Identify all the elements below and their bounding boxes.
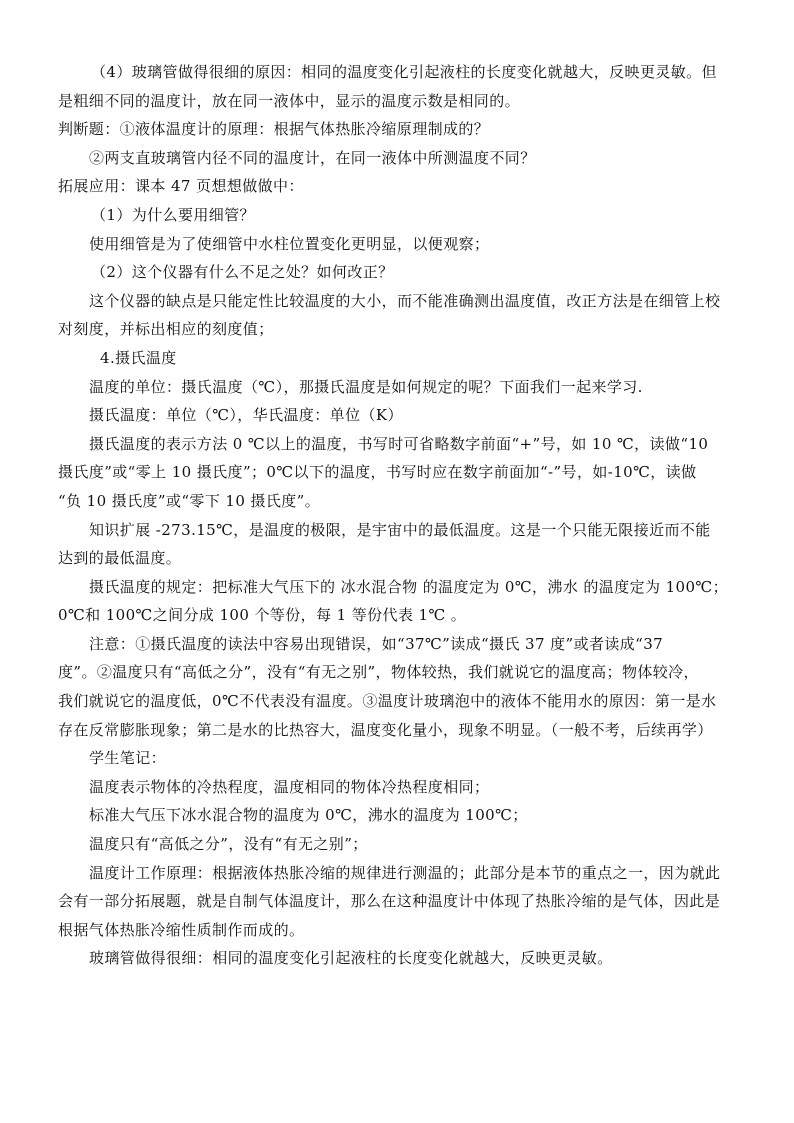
paragraph-line: 存在反常膨胀现象；第二是水的比热容大，温度变化量小，现象不明显。（一般不考，后续再学）: [58, 720, 713, 739]
paragraph-line: 温度计工作原理：根据液体热胀冷缩的规律进行测温的；此部分是本节的重点之一，因为就此: [89, 863, 721, 882]
paragraph-line: 学生笔记：: [89, 749, 167, 768]
paragraph-line: 摄氏温度的规定：把标准大气压下的 冰水混合物 的温度定为 0℃，沸水 的温度定为 100℃；: [89, 577, 728, 596]
section-heading: 4.摄氏温度: [100, 348, 177, 367]
paragraph-line: （1）为什么要用细管？: [91, 205, 255, 224]
paragraph-line: 玻璃管做得很细：相同的温度变化引起液柱的长度变化就越大，反映更灵敏。: [89, 949, 613, 968]
paragraph-line: 是粗细不同的温度计，放在同一液体中，显示的温度示数是相同的。: [58, 91, 521, 110]
paragraph-line: 摄氏度”或“零上 10 摄氏度”；0℃以下的温度，书写时应在数字前面加“-”号，如-10℃，读做: [58, 463, 697, 482]
paragraph-line: 对刻度，并标出相应的刻度值；: [58, 320, 274, 339]
paragraph-line: 达到的最低温度。: [58, 549, 182, 568]
paragraph-line: 摄氏温度的表示方法 0 ℃以上的温度，书写时可省略数字前面“+”号，如 10 ℃，读做“10: [89, 434, 709, 453]
paragraph-line: （4）玻璃管做得很细的原因：相同的温度变化引起液柱的长度变化就越大，反映更灵敏。但: [91, 63, 717, 81]
paragraph-line: 度”。②温度只有“高低之分”，没有“有无之别”，物体较热，我们就说它的温度高；物体较冷，: [58, 663, 699, 682]
paragraph-line: 温度的单位：摄氏温度（℃），那摄氏温度是如何规定的呢？下面我们一起来学习.: [89, 377, 643, 396]
paragraph-line: 0℃和 100℃之间分成 100 个等份，每 1 等份代表 1℃ 。: [58, 606, 467, 625]
document-page: [58, 58, 742, 973]
paragraph-line: 标准大气压下冰水混合物的温度为 0℃，沸水的温度为 100℃；: [89, 806, 528, 825]
paragraph-line: ②两支直玻璃管内径不同的温度计，在同一液体中所测温度不同？: [89, 148, 536, 167]
paragraph-line: 注意：①摄氏温度的读法中容易出现错误，如“37℃”读成“摄氏 37 度”或者读成“37: [89, 634, 664, 653]
paragraph-line: 摄氏温度：单位（℃），华氏温度：单位（K）: [89, 406, 403, 425]
paragraph-line: 根据气体热胀冷缩性质制作而成的。: [58, 920, 305, 939]
paragraph-line: 知识扩展 -273.15℃，是温度的极限，是宇宙中的最低温度。这是一个只能无限接近而不能: [89, 520, 711, 539]
paragraph-line: 使用细管是为了使细管中水柱位置变化更明显，以便观察；: [89, 234, 490, 253]
paragraph-line: 会有一部分拓展题，就是自制气体温度计，那么在这种温度计中体现了热胀冷缩的是气体，因此是: [58, 892, 721, 911]
paragraph-line: （2）这个仪器有什么不足之处？如何改正？: [91, 263, 394, 282]
paragraph-line: “负 10 摄氏度”或“零下 10 摄氏度”。: [58, 491, 321, 510]
paragraph-line: 判断题：①液体温度计的原理：根据气体热胀冷缩原理制成的？: [58, 120, 490, 139]
paragraph-line: 我们就说它的温度低，0℃不代表没有温度。③温度计玻璃泡中的液体不能用水的原因：第一是水: [58, 692, 717, 711]
paragraph-line: 拓展应用：课本 47 页想想做做中：: [58, 177, 304, 196]
paragraph-line: 这个仪器的缺点是只能定性比较温度的大小，而不能准确测出温度值，改正方法是在细管上校: [89, 291, 721, 310]
paragraph-line: 温度表示物体的冷热程度，温度相同的物体冷热程度相同；: [89, 777, 490, 796]
paragraph-line: 温度只有“高低之分”，没有“有无之别”；: [89, 835, 368, 854]
